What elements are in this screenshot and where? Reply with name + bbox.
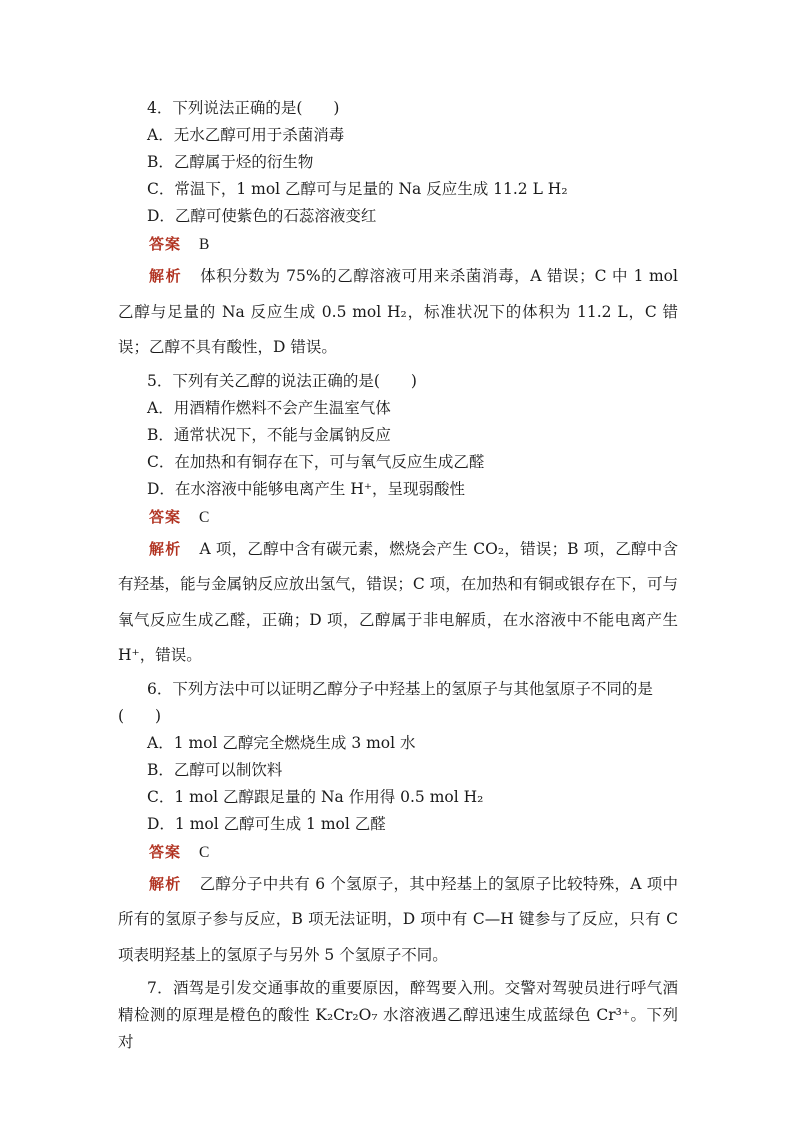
question-5-explanation <box>118 532 678 674</box>
question-4-option-c: C．常温下，1 mol 乙醇可与足量的 Na 反应生成 11.2 L H₂ <box>147 180 568 198</box>
question-5-option-c: C．在加热和有铜存在下，可与氧气反应生成乙醛 <box>147 452 485 471</box>
question-7-stem: 7．酒驾是引发交通事故的重要原因，醉驾要入刑。交警对驾驶员进行呼气酒精检测的原理是橙色的酸性 K₂Cr₂O₇ 水溶液遇乙醇迅速生成蓝绿色 Cr³⁺。下列对 <box>118 979 678 1051</box>
question-6-explanation <box>118 867 678 974</box>
question-5-option-d: D．在水溶液中能够电离产生 H⁺，呈现弱酸性 <box>147 479 466 498</box>
question-list <box>118 95 678 1056</box>
answer-value: B <box>199 236 210 253</box>
question-6-stem: 6．下列方法中可以证明乙醇分子中羟基上的氢原子与其他氢原子不同的是 <box>147 679 653 698</box>
question-4-option-d: D．乙醇可使紫色的石蕊溶液变红 <box>147 207 377 225</box>
answer-label: 答案 <box>149 842 182 861</box>
answer-value: C <box>199 508 210 526</box>
question-5-stem: 5．下列有关乙醇的说法正确的是( ) <box>147 371 417 390</box>
explanation-text: 乙醇分子中共有 6 个氢原子，其中羟基上的氢原子比较特殊，A 项中所有的氢原子参与反应，B 项无法证明，D 项中有 C—H 键参与了反应，只有 C 项表明羟基上的氢原子与另外 5 个氢原子不同。 <box>118 874 678 964</box>
question-4-option-b: B．乙醇属于烃的衍生物 <box>147 153 314 171</box>
question-4-answer <box>118 230 678 259</box>
question-5-option-b: B．通常状况下，不能与金属钠反应 <box>147 425 391 444</box>
explanation-label: 解析 <box>149 874 182 893</box>
question-6-option-a: A．1 mol 乙醇完全燃烧生成 3 mol 水 <box>147 733 416 752</box>
explanation-label: 解析 <box>149 539 182 558</box>
explanation-text: A 项，乙醇中含有碳元素，燃烧会产生 CO₂，错误；B 项，乙醇中含有羟基，能与金属钠反应放出氢气，错误；C 项，在加热和有铜或银存在下，可与氧气反应生成乙醛，正确；D 项，乙醇属于非电解质，在水溶液中不能电离产生 H⁺，错误。 <box>118 539 678 664</box>
question-5-answer <box>118 503 678 532</box>
question-6-option-c: C．1 mol 乙醇跟足量的 Na 作用得 0.5 mol H₂ <box>147 787 484 806</box>
question-6-answer <box>118 838 678 867</box>
question-6-option-b: B．乙醇可以制饮料 <box>147 760 283 779</box>
question-4-option-a: A．无水乙醇可用于杀菌消毒 <box>147 126 345 144</box>
question-6-option-d: D．1 mol 乙醇可生成 1 mol 乙醛 <box>147 814 386 833</box>
answer-value: C <box>199 843 210 861</box>
question-4-explanation <box>118 259 678 366</box>
explanation-text: 体积分数为 75%的乙醇溶液可用来杀菌消毒，A 错误；C 中 1 mol 乙醇与足量的 Na 反应生成 0.5 mol H₂，标准状况下的体积为 11.2 L，C 错误；乙醇不具有酸性，D 错误。 <box>118 267 678 356</box>
answer-label: 答案 <box>149 235 182 253</box>
question-6-stem-tail: ( ) <box>118 706 162 725</box>
question-4-stem: 4．下列说法正确的是( ) <box>147 99 340 117</box>
explanation-label: 解析 <box>149 267 183 285</box>
answer-label: 答案 <box>149 507 182 526</box>
question-5-option-a: A．用酒精作燃料不会产生温室气体 <box>147 398 391 417</box>
